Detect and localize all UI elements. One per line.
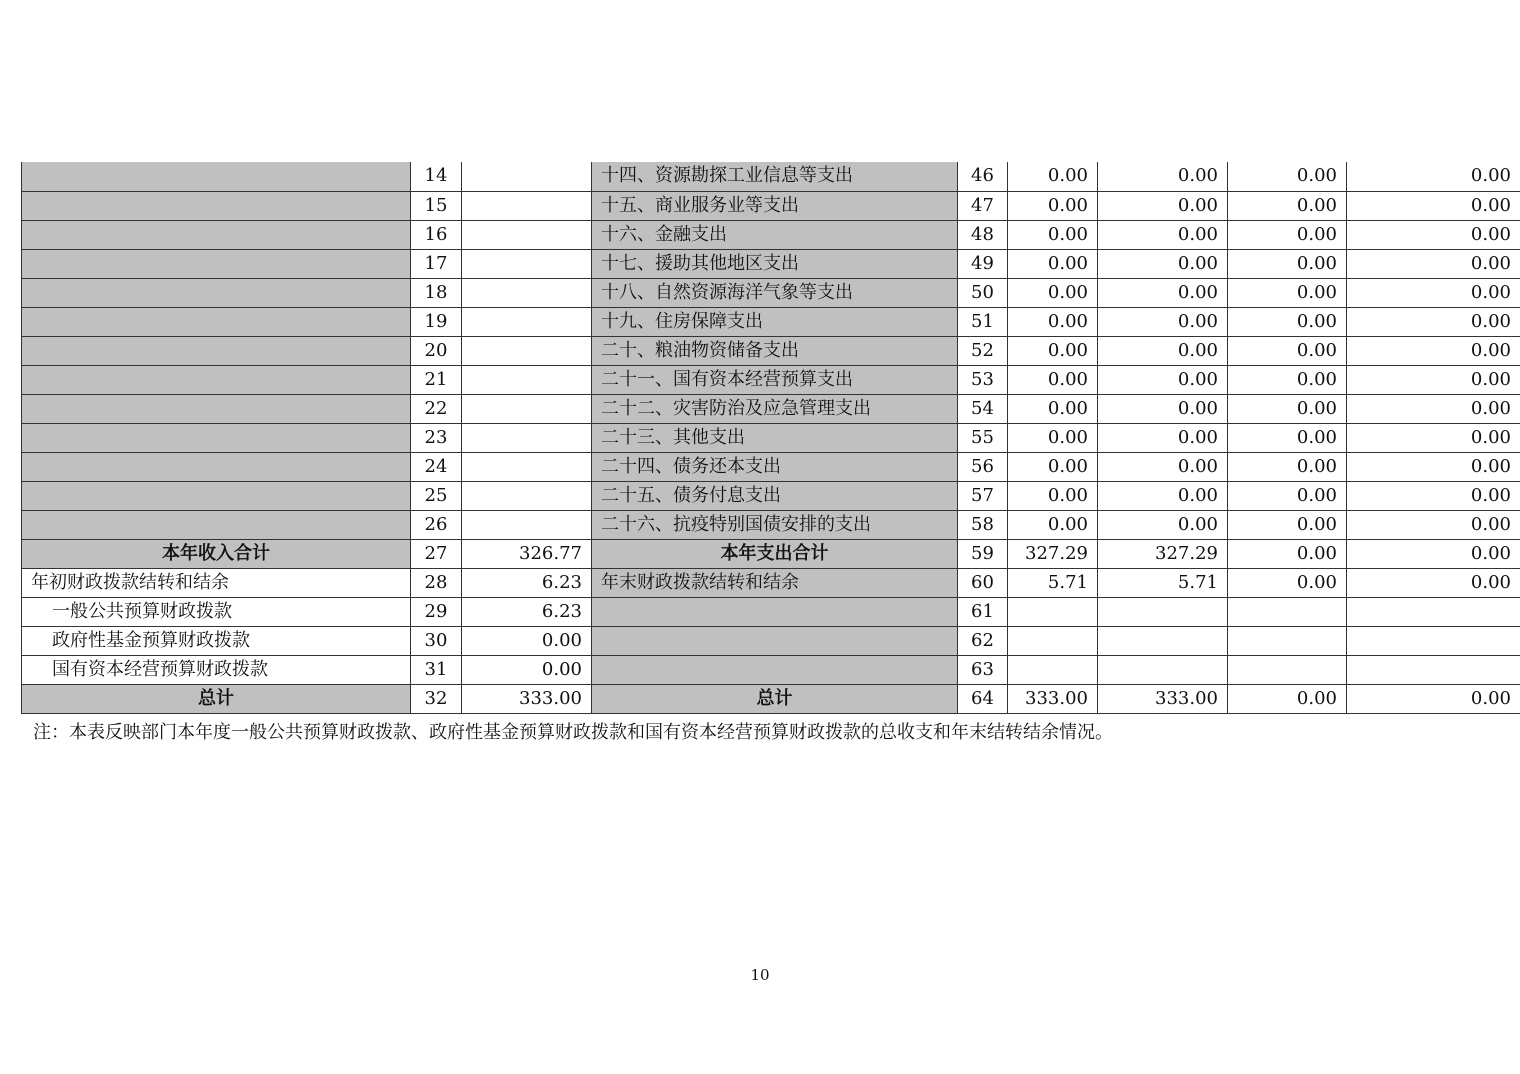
state-capital-cell: 0.00 (1347, 278, 1520, 307)
expense-item-cell: 十五、商业服务业等支出 (592, 191, 958, 220)
income-item-cell: 年初财政拨款结转和结余 (22, 568, 411, 597)
income-item-cell (22, 307, 411, 336)
general-budget-cell (1098, 597, 1228, 626)
income-item-cell (22, 336, 411, 365)
income-item-cell (22, 249, 411, 278)
gov-fund-cell: 0.00 (1228, 539, 1347, 568)
expense-line-no-cell: 51 (958, 307, 1008, 336)
income-line-no-cell: 23 (411, 423, 462, 452)
table-row (22, 191, 1520, 220)
general-budget-cell: 327.29 (1098, 539, 1228, 568)
gov-fund-cell: 0.00 (1228, 220, 1347, 249)
expense-item-cell: 二十五、债务付息支出 (592, 481, 958, 510)
expense-line-no-cell: 53 (958, 365, 1008, 394)
gov-fund-cell: 0.00 (1228, 249, 1347, 278)
income-amount-cell (462, 423, 592, 452)
general-budget-cell: 0.00 (1098, 162, 1228, 191)
income-line-no-cell: 26 (411, 510, 462, 539)
table-row (22, 452, 1520, 481)
expense-total-cell: 0.00 (1008, 423, 1098, 452)
income-amount-cell: 326.77 (462, 539, 592, 568)
expense-line-no-cell: 49 (958, 249, 1008, 278)
income-item-cell (22, 278, 411, 307)
income-line-no-cell: 18 (411, 278, 462, 307)
income-item-cell (22, 510, 411, 539)
expense-total-cell (1008, 626, 1098, 655)
general-budget-cell: 0.00 (1098, 481, 1228, 510)
expense-item-cell: 十七、援助其他地区支出 (592, 249, 958, 278)
income-amount-cell (462, 249, 592, 278)
expense-item-cell: 十四、资源勘探工业信息等支出 (592, 162, 958, 191)
expense-item-cell: 二十一、国有资本经营预算支出 (592, 365, 958, 394)
expense-total-cell: 0.00 (1008, 162, 1098, 191)
expense-total-cell: 327.29 (1008, 539, 1098, 568)
state-capital-cell: 0.00 (1347, 684, 1520, 713)
income-item-cell (22, 394, 411, 423)
expense-item-cell: 年末财政拨款结转和结余 (592, 568, 958, 597)
expense-total-cell: 0.00 (1008, 394, 1098, 423)
gov-fund-cell: 0.00 (1228, 191, 1347, 220)
income-amount-cell (462, 452, 592, 481)
expense-item-cell: 十八、自然资源海洋气象等支出 (592, 278, 958, 307)
expense-total-cell: 0.00 (1008, 191, 1098, 220)
income-line-no-cell: 16 (411, 220, 462, 249)
expense-line-no-cell: 48 (958, 220, 1008, 249)
expense-line-no-cell: 50 (958, 278, 1008, 307)
income-item-cell (22, 423, 411, 452)
gov-fund-cell: 0.00 (1228, 510, 1347, 539)
gov-fund-cell: 0.00 (1228, 336, 1347, 365)
table-row (22, 684, 1520, 713)
income-line-no-cell: 29 (411, 597, 462, 626)
state-capital-cell: 0.00 (1347, 539, 1520, 568)
expense-total-cell: 0.00 (1008, 249, 1098, 278)
gov-fund-cell: 0.00 (1228, 278, 1347, 307)
expense-line-no-cell: 59 (958, 539, 1008, 568)
income-amount-cell: 6.23 (462, 568, 592, 597)
expense-total-cell: 0.00 (1008, 365, 1098, 394)
gov-fund-cell: 0.00 (1228, 307, 1347, 336)
gov-fund-cell (1228, 626, 1347, 655)
table-row (22, 278, 1520, 307)
income-line-no-cell: 30 (411, 626, 462, 655)
table-row (22, 481, 1520, 510)
general-budget-cell: 0.00 (1098, 249, 1228, 278)
gov-fund-cell: 0.00 (1228, 423, 1347, 452)
expense-item-cell: 十六、金融支出 (592, 220, 958, 249)
expense-line-no-cell: 56 (958, 452, 1008, 481)
income-line-no-cell: 32 (411, 684, 462, 713)
income-line-no-cell: 24 (411, 452, 462, 481)
income-amount-cell (462, 191, 592, 220)
expense-total-cell: 333.00 (1008, 684, 1098, 713)
income-line-no-cell: 19 (411, 307, 462, 336)
expense-total-cell: 5.71 (1008, 568, 1098, 597)
expense-line-no-cell: 58 (958, 510, 1008, 539)
expense-total-cell: 0.00 (1008, 481, 1098, 510)
expense-total-cell (1008, 597, 1098, 626)
expense-item-cell: 本年支出合计 (592, 539, 958, 568)
state-capital-cell: 0.00 (1347, 365, 1520, 394)
state-capital-cell: 0.00 (1347, 481, 1520, 510)
income-line-no-cell: 27 (411, 539, 462, 568)
general-budget-cell (1098, 626, 1228, 655)
table-row (22, 307, 1520, 336)
expense-item-cell (592, 626, 958, 655)
general-budget-cell: 333.00 (1098, 684, 1228, 713)
general-budget-cell (1098, 655, 1228, 684)
expense-line-no-cell: 64 (958, 684, 1008, 713)
state-capital-cell: 0.00 (1347, 336, 1520, 365)
income-amount-cell (462, 394, 592, 423)
expense-item-cell (592, 597, 958, 626)
income-item-cell (22, 162, 411, 191)
income-line-no-cell: 25 (411, 481, 462, 510)
expense-line-no-cell: 60 (958, 568, 1008, 597)
expense-line-no-cell: 47 (958, 191, 1008, 220)
income-amount-cell: 0.00 (462, 655, 592, 684)
expense-item-cell: 二十三、其他支出 (592, 423, 958, 452)
expense-line-no-cell: 54 (958, 394, 1008, 423)
expense-item-cell: 二十六、抗疫特别国债安排的支出 (592, 510, 958, 539)
general-budget-cell: 0.00 (1098, 220, 1228, 249)
expense-total-cell (1008, 655, 1098, 684)
income-amount-cell (462, 336, 592, 365)
income-amount-cell: 333.00 (462, 684, 592, 713)
income-item-cell (22, 220, 411, 249)
general-budget-cell: 0.00 (1098, 307, 1228, 336)
expense-total-cell: 0.00 (1008, 307, 1098, 336)
income-item-cell (22, 191, 411, 220)
table-row (22, 539, 1520, 568)
table-row (22, 394, 1520, 423)
general-budget-cell: 0.00 (1098, 423, 1228, 452)
state-capital-cell: 0.00 (1347, 191, 1520, 220)
income-amount-cell (462, 307, 592, 336)
expense-line-no-cell: 52 (958, 336, 1008, 365)
income-line-no-cell: 22 (411, 394, 462, 423)
table-row (22, 597, 1520, 626)
table-row (22, 249, 1520, 278)
gov-fund-cell: 0.00 (1228, 684, 1347, 713)
income-amount-cell (462, 278, 592, 307)
state-capital-cell: 0.00 (1347, 220, 1520, 249)
table-row (22, 365, 1520, 394)
income-item-cell (22, 481, 411, 510)
expense-total-cell: 0.00 (1008, 220, 1098, 249)
gov-fund-cell: 0.00 (1228, 568, 1347, 597)
table-row (22, 568, 1520, 597)
gov-fund-cell: 0.00 (1228, 452, 1347, 481)
general-budget-cell: 0.00 (1098, 452, 1228, 481)
state-capital-cell (1347, 626, 1520, 655)
income-amount-cell (462, 220, 592, 249)
state-capital-cell: 0.00 (1347, 452, 1520, 481)
table-note: 注：本表反映部门本年度一般公共预算财政拨款、政府性基金预算财政拨款和国有资本经营预算财政拨款的总收支和年末结转结余情况。 (33, 722, 1113, 743)
income-line-no-cell: 21 (411, 365, 462, 394)
state-capital-cell (1347, 655, 1520, 684)
income-amount-cell (462, 510, 592, 539)
general-budget-cell: 0.00 (1098, 510, 1228, 539)
general-budget-cell: 0.00 (1098, 278, 1228, 307)
table-row (22, 510, 1520, 539)
table-row (22, 162, 1520, 191)
income-amount-cell (462, 365, 592, 394)
income-item-cell: 一般公共预算财政拨款 (22, 597, 411, 626)
gov-fund-cell: 0.00 (1228, 162, 1347, 191)
state-capital-cell: 0.00 (1347, 568, 1520, 597)
expense-item-cell: 二十四、债务还本支出 (592, 452, 958, 481)
general-budget-cell: 5.71 (1098, 568, 1228, 597)
income-line-no-cell: 17 (411, 249, 462, 278)
gov-fund-cell: 0.00 (1228, 394, 1347, 423)
state-capital-cell: 0.00 (1347, 162, 1520, 191)
expense-item-cell: 二十、粮油物资储备支出 (592, 336, 958, 365)
expense-item-cell: 总计 (592, 684, 958, 713)
expense-total-cell: 0.00 (1008, 452, 1098, 481)
state-capital-cell: 0.00 (1347, 510, 1520, 539)
table-row (22, 220, 1520, 249)
income-amount-cell: 6.23 (462, 597, 592, 626)
budget-table (21, 162, 1520, 714)
income-item-cell (22, 452, 411, 481)
income-line-no-cell: 28 (411, 568, 462, 597)
income-amount-cell: 0.00 (462, 626, 592, 655)
table-row (22, 423, 1520, 452)
expense-item-cell: 十九、住房保障支出 (592, 307, 958, 336)
income-amount-cell (462, 481, 592, 510)
expense-line-no-cell: 55 (958, 423, 1008, 452)
expense-total-cell: 0.00 (1008, 336, 1098, 365)
general-budget-cell: 0.00 (1098, 336, 1228, 365)
page-number: 10 (750, 966, 770, 984)
gov-fund-cell (1228, 597, 1347, 626)
gov-fund-cell (1228, 655, 1347, 684)
expense-line-no-cell: 63 (958, 655, 1008, 684)
expense-line-no-cell: 46 (958, 162, 1008, 191)
general-budget-cell: 0.00 (1098, 365, 1228, 394)
income-item-cell: 国有资本经营预算财政拨款 (22, 655, 411, 684)
state-capital-cell: 0.00 (1347, 423, 1520, 452)
state-capital-cell: 0.00 (1347, 249, 1520, 278)
table-row (22, 655, 1520, 684)
income-item-cell: 政府性基金预算财政拨款 (22, 626, 411, 655)
general-budget-cell: 0.00 (1098, 191, 1228, 220)
expense-line-no-cell: 61 (958, 597, 1008, 626)
expense-line-no-cell: 57 (958, 481, 1008, 510)
income-item-cell: 本年收入合计 (22, 539, 411, 568)
income-line-no-cell: 15 (411, 191, 462, 220)
income-line-no-cell: 20 (411, 336, 462, 365)
state-capital-cell: 0.00 (1347, 394, 1520, 423)
expense-total-cell: 0.00 (1008, 510, 1098, 539)
general-budget-cell: 0.00 (1098, 394, 1228, 423)
income-line-no-cell: 14 (411, 162, 462, 191)
expense-item-cell: 二十二、灾害防治及应急管理支出 (592, 394, 958, 423)
table-row (22, 336, 1520, 365)
expense-line-no-cell: 62 (958, 626, 1008, 655)
income-line-no-cell: 31 (411, 655, 462, 684)
income-item-cell: 总计 (22, 684, 411, 713)
expense-total-cell: 0.00 (1008, 278, 1098, 307)
income-item-cell (22, 365, 411, 394)
table-row (22, 626, 1520, 655)
gov-fund-cell: 0.00 (1228, 365, 1347, 394)
gov-fund-cell: 0.00 (1228, 481, 1347, 510)
expense-item-cell (592, 655, 958, 684)
state-capital-cell (1347, 597, 1520, 626)
state-capital-cell: 0.00 (1347, 307, 1520, 336)
income-amount-cell (462, 162, 592, 191)
